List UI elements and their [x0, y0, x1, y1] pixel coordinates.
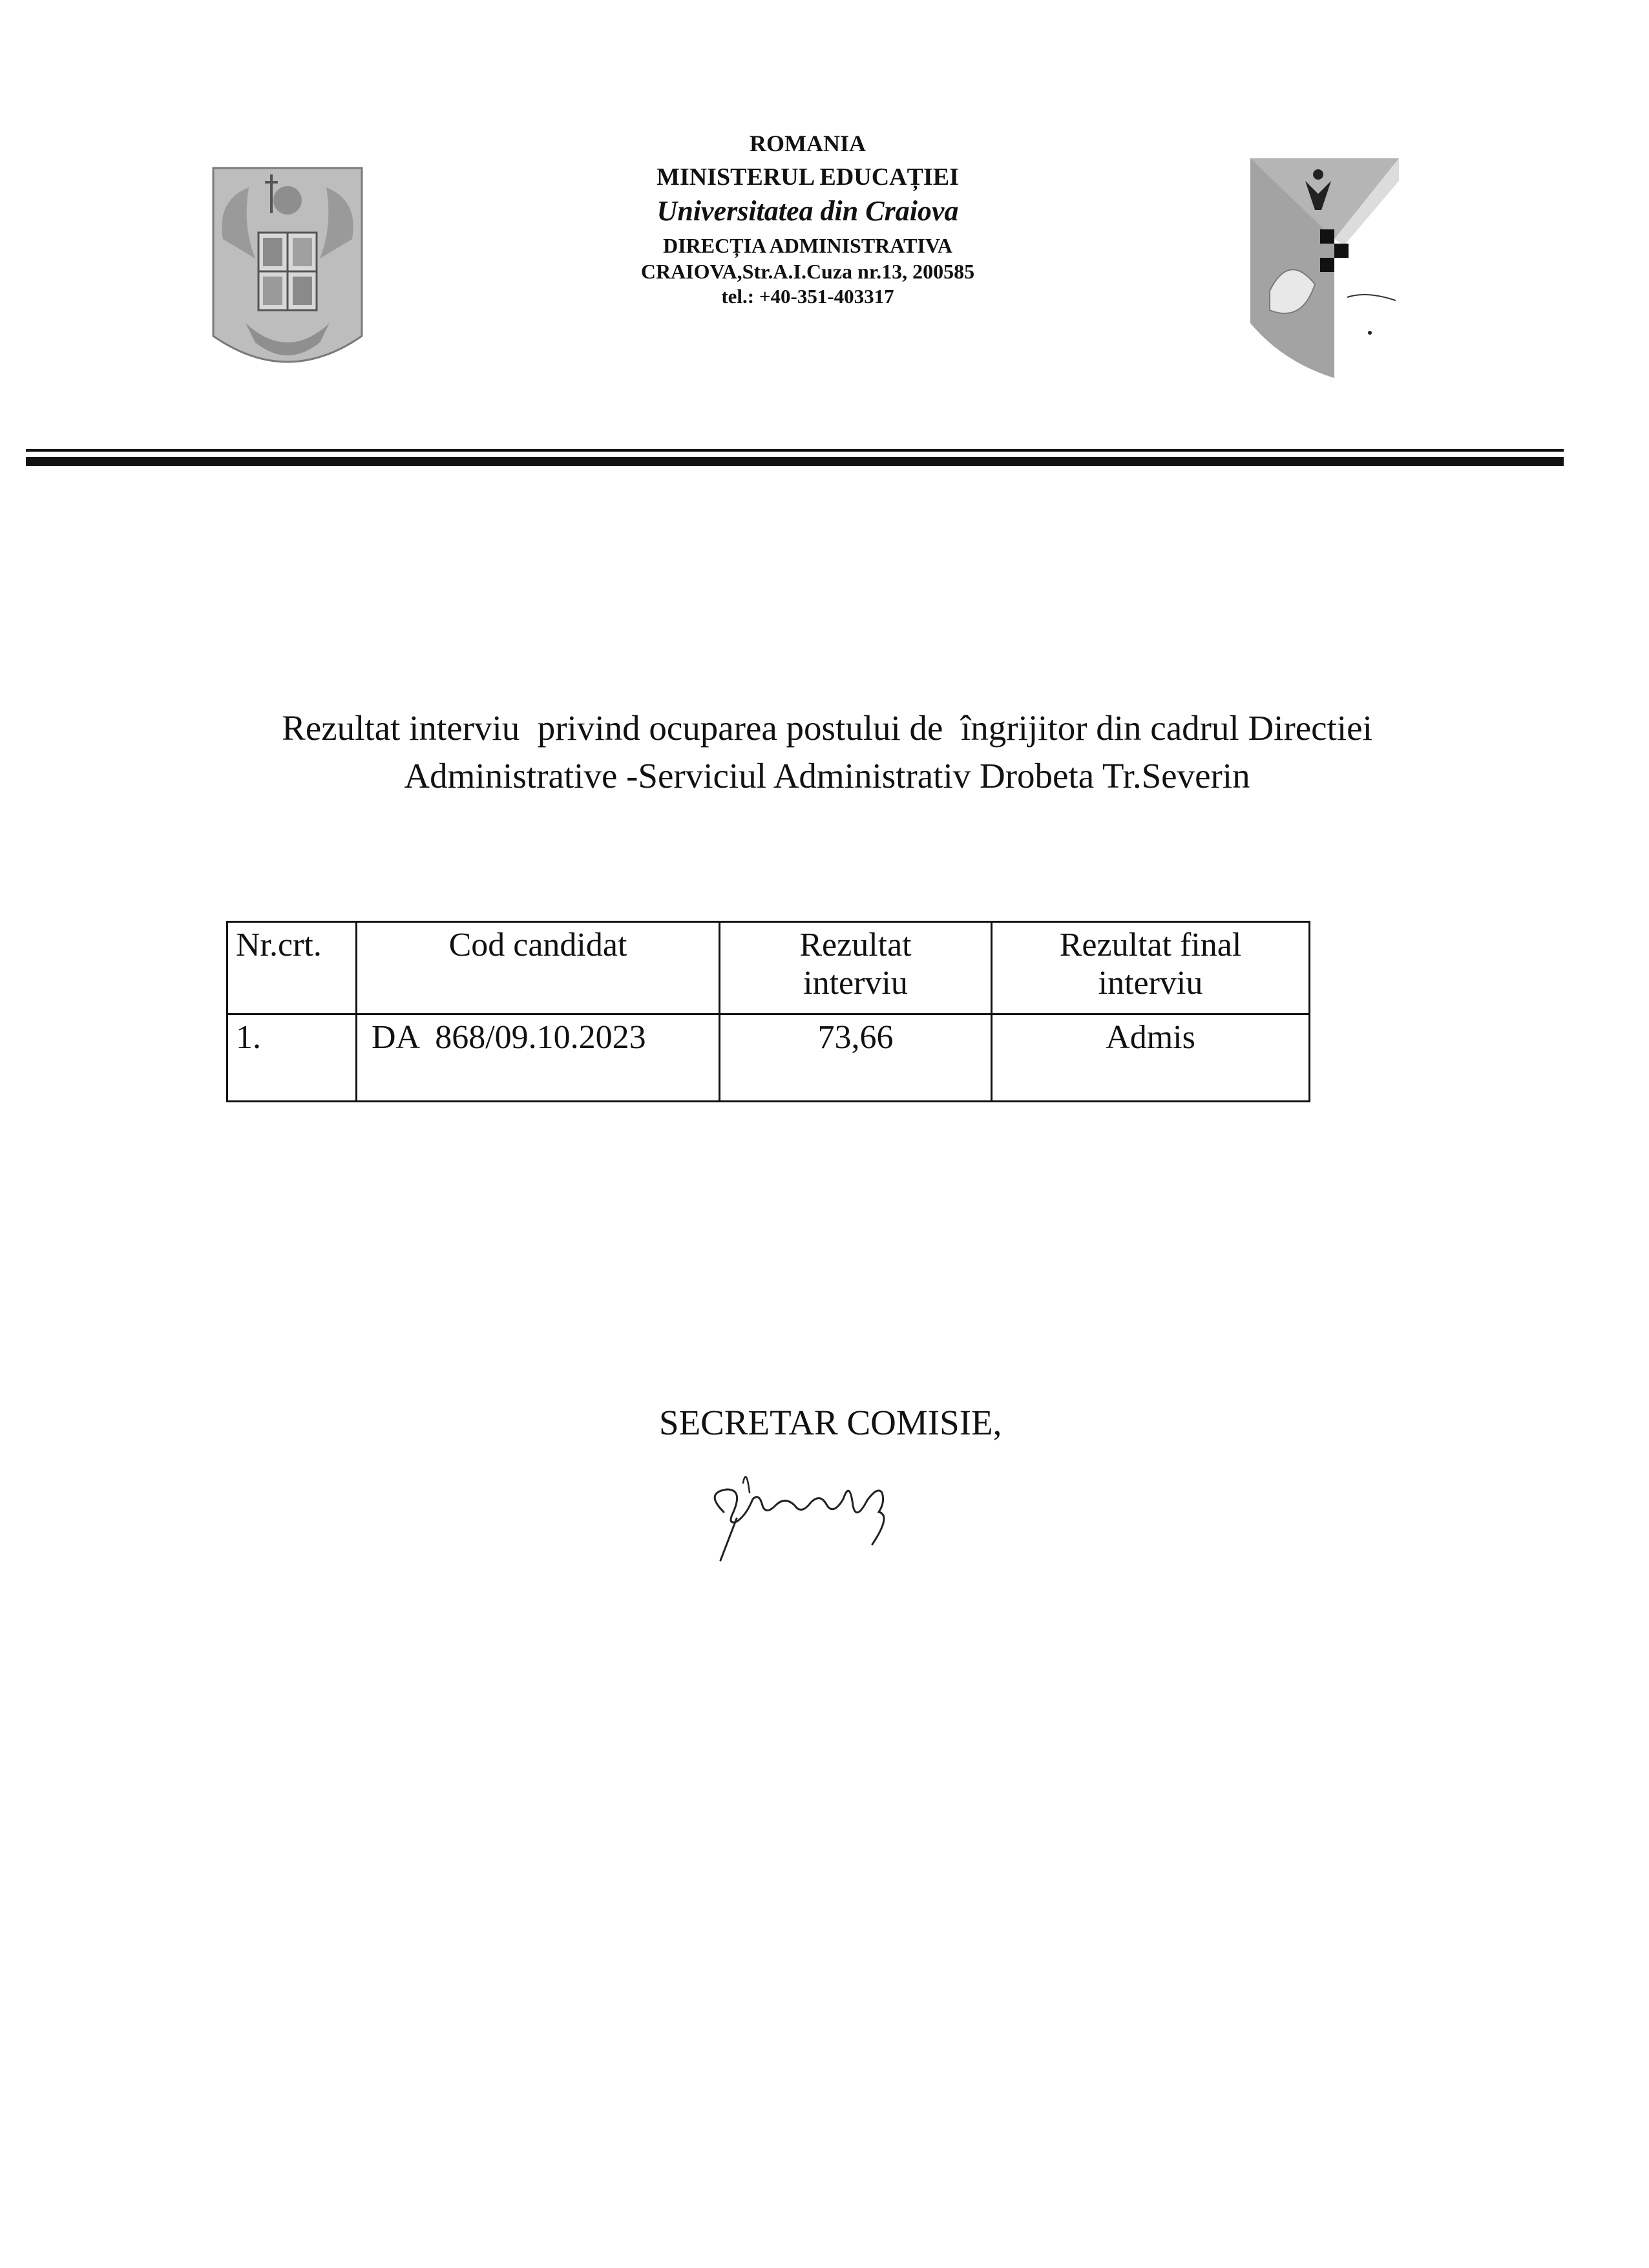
university-name: Universitatea din Craiova: [656, 194, 959, 227]
cell-rezultat-interviu: 73,66: [720, 1014, 992, 1102]
letterhead: [517, 129, 1098, 309]
title-line-2: Administrative -Serviciul Administrativ Drobeta Tr.Severin: [404, 756, 1250, 796]
signer-role: SECRETAR COMISIE,: [659, 1403, 1002, 1442]
header-rule-thick: [26, 457, 1564, 466]
header-rezultat-line-2: interviu: [803, 964, 908, 1002]
cell-nr-crt: 1.: [227, 1014, 357, 1102]
phone: tel.: +40-351-403317: [721, 284, 894, 308]
header-rezultat-interviu: [720, 922, 992, 1014]
romania-coat-of-arms-icon: [210, 162, 365, 381]
header-nr-crt: Nr.crt.: [227, 922, 357, 1014]
header-final-line-2: interviu: [1098, 964, 1203, 1002]
header-rezultat-line-1: Rezultat: [799, 927, 912, 963]
table-row: [227, 1014, 1310, 1102]
country-name: ROMANIA: [750, 131, 866, 156]
cell-cod-candidat: DA 868/09.10.2023: [357, 1014, 720, 1102]
handwritten-signature: [698, 1454, 905, 1564]
department-name: DIRECȚIA ADMINISTRATIVA: [663, 233, 952, 257]
table-header-row: [227, 922, 1310, 1014]
title-line-1: Rezultat interviu privind ocuparea postului de îngrijitor din cadrul Directiei: [282, 708, 1372, 748]
header-rule-thin: [26, 449, 1564, 452]
ministry-name: MINISTERUL EDUCAȚIEI: [656, 163, 959, 191]
cell-rezultat-final: Admis: [992, 1014, 1310, 1102]
address: CRAIOVA,Str.A.I.Cuza nr.13, 200585: [640, 259, 975, 283]
document-title: [194, 704, 1460, 801]
header-final-line-1: Rezultat final: [1059, 927, 1242, 963]
results-table: [226, 921, 1310, 1102]
header-cod-candidat: Cod candidat: [357, 922, 720, 1014]
header-rezultat-final: [992, 922, 1310, 1014]
university-crest-icon: [1244, 155, 1405, 378]
